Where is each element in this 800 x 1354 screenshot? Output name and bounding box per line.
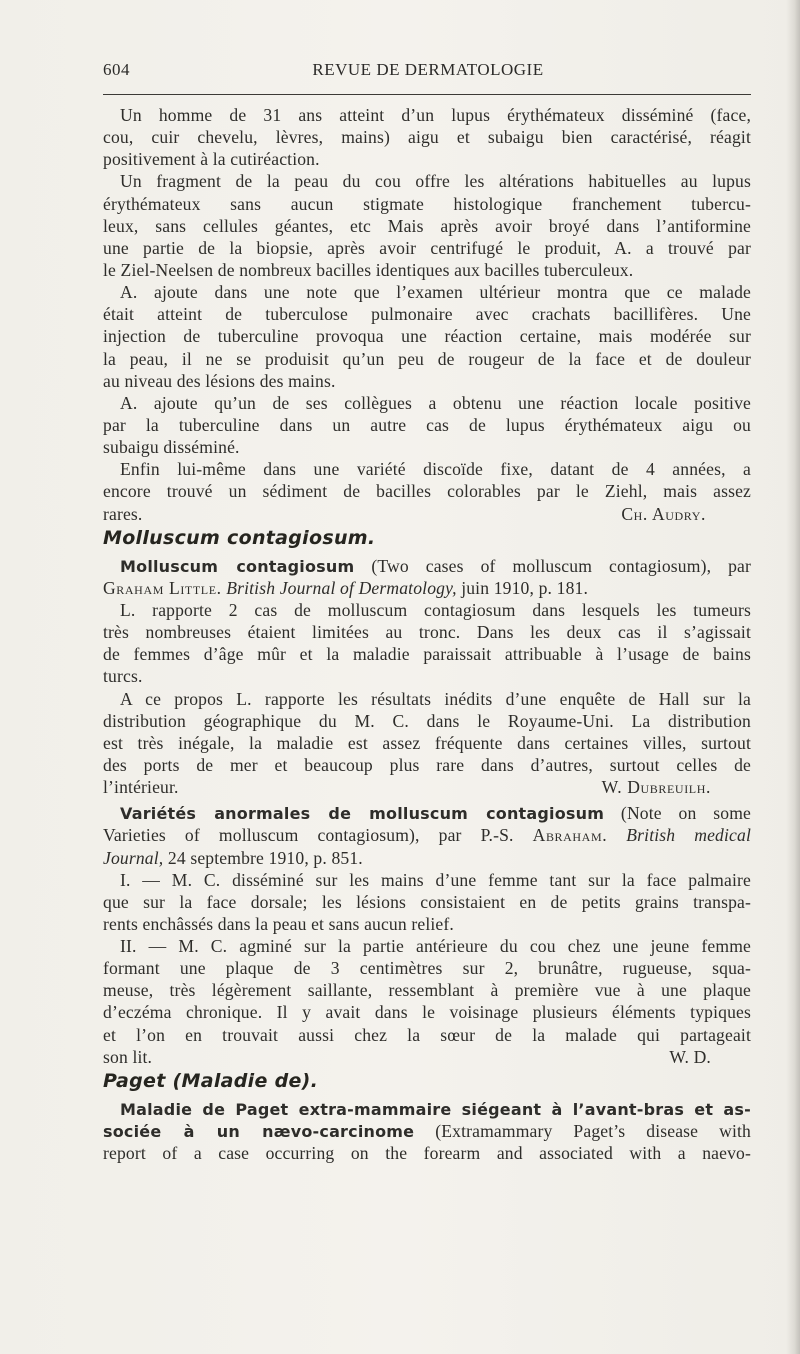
- citation-ref: 24 septembre 1910, p. 851.: [163, 847, 363, 868]
- article-title-line: [103, 1120, 751, 1142]
- article-citation-line: [103, 847, 751, 869]
- text-line: et l’on en trouvait aussi chez la sœur de la malade qui partageait: [103, 1024, 751, 1045]
- text-line: cou, cuir chevelu, lèvres, mains) aigu et subaigu bien caractérisé, réagit: [103, 127, 751, 148]
- section-heading: Paget (Maladie de).: [103, 1069, 319, 1092]
- body-text: [103, 104, 751, 1164]
- page-header: [103, 52, 753, 92]
- text-line: I. — M. C. disséminé sur les mains d’une femme tant sur la face palmaire: [120, 869, 751, 890]
- author-signature: Ch. Audry.: [621, 503, 706, 524]
- text-line: Un homme de 31 ans atteint d’un lupus érythémateux disséminé (face,: [120, 105, 751, 125]
- text-line: au niveau des lésions des mains.: [103, 370, 336, 391]
- text-line: A. ajoute qu’un de ses collègues a obtenu une réaction locale positive: [120, 392, 751, 413]
- text-line: Enfin lui-même dans une variété discoïde fixe, datant de 4 années, a: [120, 459, 751, 480]
- text-line-with-signature: [103, 503, 751, 525]
- text-line: une partie de la biopsie, après avoir centrifugé le produit, A. a trouvé par: [103, 237, 751, 258]
- text-line: des ports de mer et beaucoup plus rare dans d’autres, surtout celles de: [103, 754, 751, 775]
- text-line: injection de tuberculine provoqua une réaction certaine, mais modérée sur: [103, 326, 751, 347]
- text-fragment: rares.: [103, 503, 143, 524]
- text-line: était atteint de tuberculose pulmonaire avec crachats bacillifères. Une: [103, 304, 751, 325]
- running-title: REVUE DE DERMATOLOGIE: [312, 60, 544, 79]
- text-line: meuse, très légèrement saillante, ressemblant à première vue à une plaque: [103, 980, 751, 1001]
- article-author: Graham Little.: [103, 577, 222, 598]
- text-line: encore trouvé un sédiment de bacilles colorables par le Ziehl, mais assez: [103, 481, 751, 502]
- text-line: est très inégale, la maladie est assez fréquente dans certaines villes, surtout: [103, 732, 751, 753]
- text-line: Un fragment de la peau du cou offre les altérations habituelles au lupus: [120, 171, 751, 192]
- article-subtitle: (Two cases of molluscum contagiosum), par: [354, 555, 751, 576]
- article-title-line: [103, 1098, 751, 1120]
- text-line-with-signature: [103, 1046, 751, 1068]
- text-line: leux, sans cellules géantes, etc Mais après avoir broyé dans l’antiformine: [103, 215, 751, 236]
- text-line: rents enchâssés dans la peau et sans aucun relief.: [103, 913, 454, 934]
- text-line: II. — M. C. agminé sur la partie antérieure du cou chez une jeune femme: [120, 936, 751, 957]
- text-line: distribution géographique du M. C. dans le Royaume-Uni. La distribution: [103, 710, 751, 731]
- text-line: L. rapporte 2 cas de molluscum contagiosum dans lesquels les tumeurs: [120, 599, 751, 620]
- journal-name: British medical: [626, 825, 751, 846]
- article-subtitle-line: [103, 824, 751, 846]
- article-title: Maladie de Paget extra-mammaire siégeant à l’avant-bras et as-: [120, 1099, 751, 1119]
- article-subtitle: (Note on some: [604, 803, 752, 824]
- text-line: A ce propos L. rapporte les résultats inédits d’une enquête de Hall sur la: [120, 688, 751, 709]
- journal-name-cont: Journal,: [103, 847, 164, 868]
- text-line: de femmes d’âge mûr et la maladie paraissait attribuable à l’usage de bains: [103, 644, 751, 665]
- text-fragment: l’intérieur.: [103, 777, 179, 798]
- article-title: Variétés anormales de molluscum contagiosum: [120, 804, 605, 824]
- page-edge-shadow: [786, 0, 800, 1354]
- article-subtitle-cont: Varieties of molluscum contagiosum), par P.-S.: [103, 825, 533, 846]
- text-line: formant une plaque de 3 centimètres sur 2, brunâtre, rugueuse, squa-: [103, 958, 751, 979]
- text-fragment: son lit.: [103, 1046, 153, 1067]
- text-line: subaigu disséminé.: [103, 437, 240, 458]
- text-line: la peau, il ne se produisit qu’un peu de rougeur de la face et de douleur: [103, 348, 751, 369]
- text-line: positivement à la cutiréaction.: [103, 149, 320, 170]
- text-line-with-signature: [103, 776, 751, 798]
- text-line: le Ziel-Neelsen de nombreux bacilles identiques aux bacilles tuberculeux.: [103, 259, 634, 280]
- author-signature: W. Dubreuilh.: [601, 777, 711, 798]
- text-line: turcs.: [103, 666, 143, 687]
- text-line: très nombreuses étaient limitées au tronc. Dans les deux cas il s’agissait: [103, 622, 751, 643]
- section-heading: Molluscum contagiosum.: [103, 526, 376, 549]
- text-line: que sur la face dorsale; les lésions consistaient en de petits grains transpa-: [103, 891, 751, 912]
- text-line: par la tuberculine dans un autre cas de lupus érythémateux aigu ou: [103, 414, 751, 435]
- header-rule: [103, 94, 751, 95]
- article-citation-line: [103, 577, 751, 599]
- page-number: 604: [103, 60, 130, 79]
- citation-ref: juin 1910, p. 181.: [456, 577, 589, 598]
- journal-name: British Journal of Dermatology,: [226, 577, 457, 598]
- author-signature: W. D.: [669, 1046, 711, 1067]
- article-title-line: [103, 555, 751, 577]
- text-line: report of a case occurring on the forearm and associated with a naevo-: [103, 1143, 751, 1164]
- text-line: érythémateux sans aucun stigmate histologique franchement tubercu-: [103, 193, 751, 214]
- text-line: A. ajoute dans une note que l’examen ultérieur montra que ce malade: [120, 282, 751, 303]
- article-author: Abraham.: [532, 825, 608, 846]
- article-title-cont: sociée à un nævo-carcinome: [103, 1122, 415, 1142]
- article-title-line: [103, 802, 751, 824]
- article-subtitle: (Extramammary Paget’s disease with: [414, 1121, 751, 1142]
- article-title: Molluscum contagiosum: [120, 556, 355, 576]
- text-line: d’eczéma chronique. Il y avait dans le voisinage plusieurs éléments typiques: [103, 1002, 751, 1023]
